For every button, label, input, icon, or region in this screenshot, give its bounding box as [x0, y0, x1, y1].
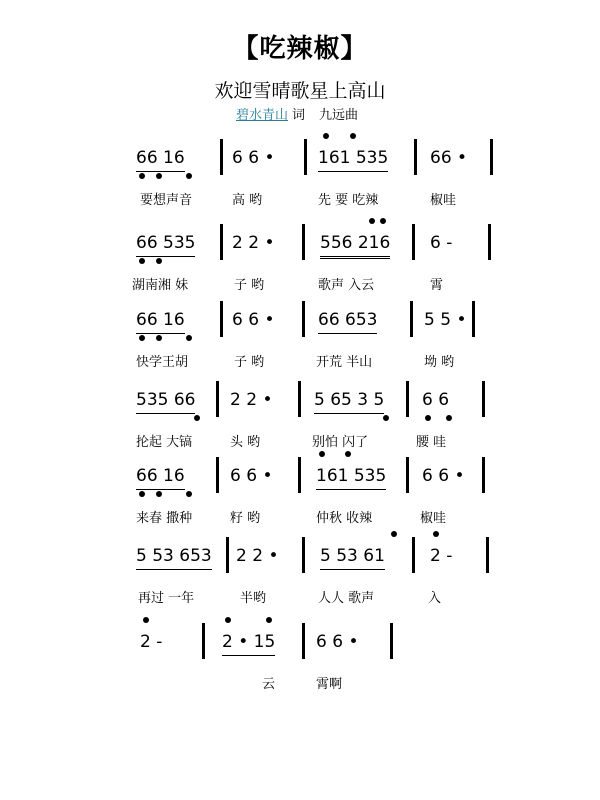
barline — [216, 457, 219, 493]
lyric-line: 半哟 — [240, 591, 267, 606]
measure-notes: 6 6 • — [232, 148, 275, 168]
lyric-line: 霄啊 — [316, 677, 343, 692]
barline — [302, 623, 305, 659]
low-octave-dot — [383, 415, 389, 421]
measure-notes: 556 216 — [320, 230, 390, 259]
barline — [412, 537, 415, 573]
measure-notes: 6 6 — [422, 390, 450, 410]
measure-notes: 6 6 • — [316, 632, 359, 652]
measure-notes: 6 6 • — [230, 466, 273, 486]
low-octave-dot — [139, 258, 145, 264]
low-octave-dot — [139, 335, 145, 341]
lyric-line: 开荒 半山 — [316, 355, 373, 370]
measure-notes: 161 535 — [316, 463, 386, 490]
measure-notes: 66 653 — [318, 307, 377, 334]
lyric-line: 抡起 大镐 — [136, 435, 193, 450]
measure-notes: 2 • 15 — [222, 629, 275, 656]
low-octave-dot — [194, 415, 200, 421]
measure-notes: 6 6 • — [422, 466, 465, 486]
lyric-line: 籽 哟 — [230, 511, 261, 526]
measure-notes: 161 535 — [318, 145, 388, 172]
score-row-5 — [0, 463, 600, 533]
barline — [298, 457, 301, 493]
lyric-line: 再过 一年 — [138, 591, 195, 606]
lyric-line: 椒哇 — [420, 511, 447, 526]
high-octave-dot — [345, 451, 351, 457]
low-octave-dot — [156, 335, 162, 341]
measure-notes: 66 • — [430, 148, 468, 168]
lyric-line: 云 — [262, 677, 276, 692]
lyric-line: 子 哟 — [234, 278, 265, 293]
lyric-line: 椒哇 — [430, 193, 457, 208]
measure-notes: 535 66 — [136, 387, 195, 414]
measure-notes: 66 535 — [136, 230, 195, 257]
high-octave-dot — [380, 218, 386, 224]
barline — [410, 301, 413, 337]
barline — [220, 301, 223, 337]
barline — [302, 301, 305, 337]
barline — [226, 537, 229, 573]
low-octave-dot — [186, 335, 192, 341]
lyric-line: 高 哟 — [232, 193, 263, 208]
lyric-line: 头 哟 — [230, 435, 261, 450]
low-octave-dot — [156, 173, 162, 179]
lyricist-link[interactable]: 碧水青山 — [236, 108, 289, 123]
high-octave-dot — [350, 133, 356, 139]
measure-notes: 66 16 — [136, 463, 185, 490]
lyric-line: 快学王胡 — [136, 355, 189, 370]
score-row-7 — [0, 629, 600, 699]
low-octave-dot — [425, 415, 431, 421]
barline — [486, 537, 489, 573]
barline — [414, 139, 417, 175]
score-row-2 — [0, 230, 600, 300]
composer-label: 九远曲 — [319, 108, 359, 123]
lyric-line: 人人 歌声 — [318, 591, 375, 606]
score-row-6 — [0, 543, 600, 613]
high-octave-dot — [323, 133, 329, 139]
song-title: 【吃辣椒】 — [232, 34, 368, 64]
low-octave-dot — [186, 173, 192, 179]
high-octave-dot — [319, 451, 325, 457]
lyric-line: 歌声 入云 — [318, 278, 375, 293]
barline — [482, 457, 485, 493]
lyric-line: 仲秋 收辣 — [316, 511, 373, 526]
high-octave-dot — [433, 531, 439, 537]
measure-notes: 6 - — [430, 233, 453, 253]
lyric-line: 湖南湘 妹 — [132, 278, 189, 293]
measure-notes: 2 2 • — [232, 233, 275, 253]
lyric-line: 子 哟 — [234, 355, 265, 370]
measure-notes: 66 16 — [136, 145, 185, 172]
lyric-line: 入 — [428, 591, 442, 606]
barline — [302, 224, 305, 260]
low-octave-dot — [139, 491, 145, 497]
lyric-line: 别怕 闪了 — [312, 435, 369, 450]
measure-notes: 5 53 653 — [136, 543, 212, 570]
barline — [482, 381, 485, 417]
high-octave-dot — [391, 531, 397, 537]
barline — [490, 139, 493, 175]
score-row-3 — [0, 307, 600, 377]
measure-notes: 5 65 3 5 — [314, 387, 384, 414]
measure-notes: 6 6 • — [232, 310, 275, 330]
measure-notes: 2 - — [430, 546, 453, 566]
barline — [216, 381, 219, 417]
high-octave-dot — [143, 617, 149, 623]
lyric-line: 坳 哟 — [424, 355, 455, 370]
high-octave-dot — [369, 218, 375, 224]
barline — [390, 623, 393, 659]
barline — [298, 381, 301, 417]
measure-notes: 66 16 — [136, 307, 185, 334]
song-subtitle: 欢迎雪晴歌星上高山 — [214, 80, 386, 102]
barline — [406, 457, 409, 493]
barline — [304, 139, 307, 175]
low-octave-dot — [156, 258, 162, 264]
measure-notes: 5 5 • — [424, 310, 467, 330]
song-credits — [236, 104, 362, 123]
measure-notes: 2 2 • — [236, 546, 279, 566]
high-octave-dot — [266, 617, 272, 623]
lyric-line: 来春 撒种 — [136, 511, 193, 526]
score-row-1 — [0, 145, 600, 215]
lyricist-role-label: 词 — [292, 108, 306, 123]
barline — [220, 139, 223, 175]
barline — [220, 224, 223, 260]
measure-notes: 2 2 • — [230, 390, 273, 410]
lyric-line: 霄 — [430, 278, 444, 293]
measure-notes: 5 53 61 — [320, 543, 385, 570]
lyric-line: 腰 哇 — [416, 435, 447, 450]
barline — [302, 537, 305, 573]
high-octave-dot — [225, 617, 231, 623]
barline — [406, 381, 409, 417]
low-octave-dot — [156, 491, 162, 497]
barline — [472, 301, 475, 337]
barline — [412, 224, 415, 260]
measure-notes: 2 - — [140, 632, 163, 652]
low-octave-dot — [186, 491, 192, 497]
low-octave-dot — [446, 415, 452, 421]
low-octave-dot — [139, 173, 145, 179]
lyric-line: 要想声音 — [140, 193, 193, 208]
lyric-line: 先 要 吃辣 — [318, 193, 379, 208]
barline — [488, 224, 491, 260]
score-row-4 — [0, 387, 600, 457]
barline — [202, 623, 205, 659]
